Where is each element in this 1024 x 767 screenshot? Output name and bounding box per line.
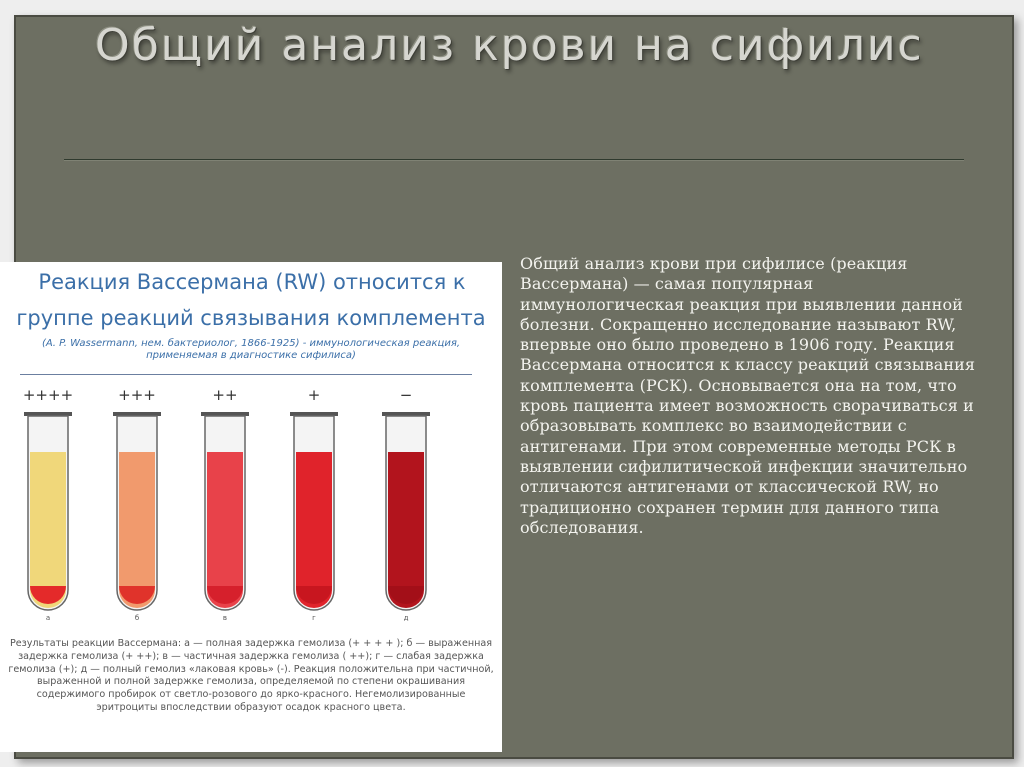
tube-mark: + — [307, 386, 321, 404]
test-tube-2 — [113, 386, 161, 622]
tube-label: г — [312, 614, 316, 622]
tube-liquid — [119, 452, 155, 608]
figure-subheading: (А. P. Wassermann, нем. бактериолог, 1866-1925) - иммунологическая реакция, применяемая в диагностике сифилиса) — [41, 338, 461, 361]
title-divider — [64, 159, 964, 160]
tube-label: б — [134, 614, 140, 622]
test-tube-4 — [290, 386, 338, 622]
tube-liquid — [30, 452, 66, 608]
test-tube-1 — [23, 386, 73, 622]
tube-label: а — [45, 614, 51, 622]
tube-liquid — [207, 452, 243, 608]
tube-liquid — [388, 452, 424, 608]
figure-heading-line2: группе реакций связывания комплемента — [16, 306, 486, 330]
test-tubes — [0, 382, 502, 622]
tube-label: д — [403, 614, 409, 622]
figure-divider — [20, 374, 472, 375]
test-tube-3 — [201, 386, 249, 622]
tube-mark: − — [399, 386, 413, 404]
slide-body-text: Общий анализ крови при сифилисе (реакция Вассермана) — самая популярная иммунологическая реакция при выявлении данной болезни. Сокращенно исследование называют RW, впервые оно было проведено в 1906 году. Реакция Вассермана относится к классу реакций связывания комплемента (РСК). Основывается она на том, что кровь пациента имеет возможность сворачиваться и образовывать комплекс во взаимодействии с антигенами. При этом современные методы РСК в выявлении сифилитической инфекции значительно отличаются антигенами от классической RW, но традиционно сохранен термин для данного типа обследования. — [520, 254, 976, 537]
tube-liquid — [296, 452, 332, 608]
slide-title: Общий анализ крови на сифилис — [95, 20, 924, 71]
tube-mark: ++ — [212, 386, 238, 404]
figure-heading-line1: Реакция Вассермана (RW) относится к — [38, 270, 466, 294]
tube-mark: ++++ — [22, 386, 74, 404]
tube-mark: +++ — [118, 386, 156, 404]
tube-label: в — [222, 614, 228, 622]
wassermann-figure — [0, 262, 502, 752]
test-tube-5 — [382, 386, 430, 622]
figure-caption: Результаты реакции Вассермана: а — полная задержка гемолиза (+ + + + ); б — выраженная задержка гемолиза (+ ++); в — частичная задержка гемолиза ( ++); г — слабая задержка гемолиза (+); д — полный гемолиз «лаковая кровь» (-). Реакция положительна при частичной, выраженной и полной задержке гемолиза, определяемой по степени окрашивания содержимого пробирок от светло-розового до ярко-красного. Негемолизированные эритроциты впоследствии образуют осадок красного цвета. — [8, 638, 494, 713]
